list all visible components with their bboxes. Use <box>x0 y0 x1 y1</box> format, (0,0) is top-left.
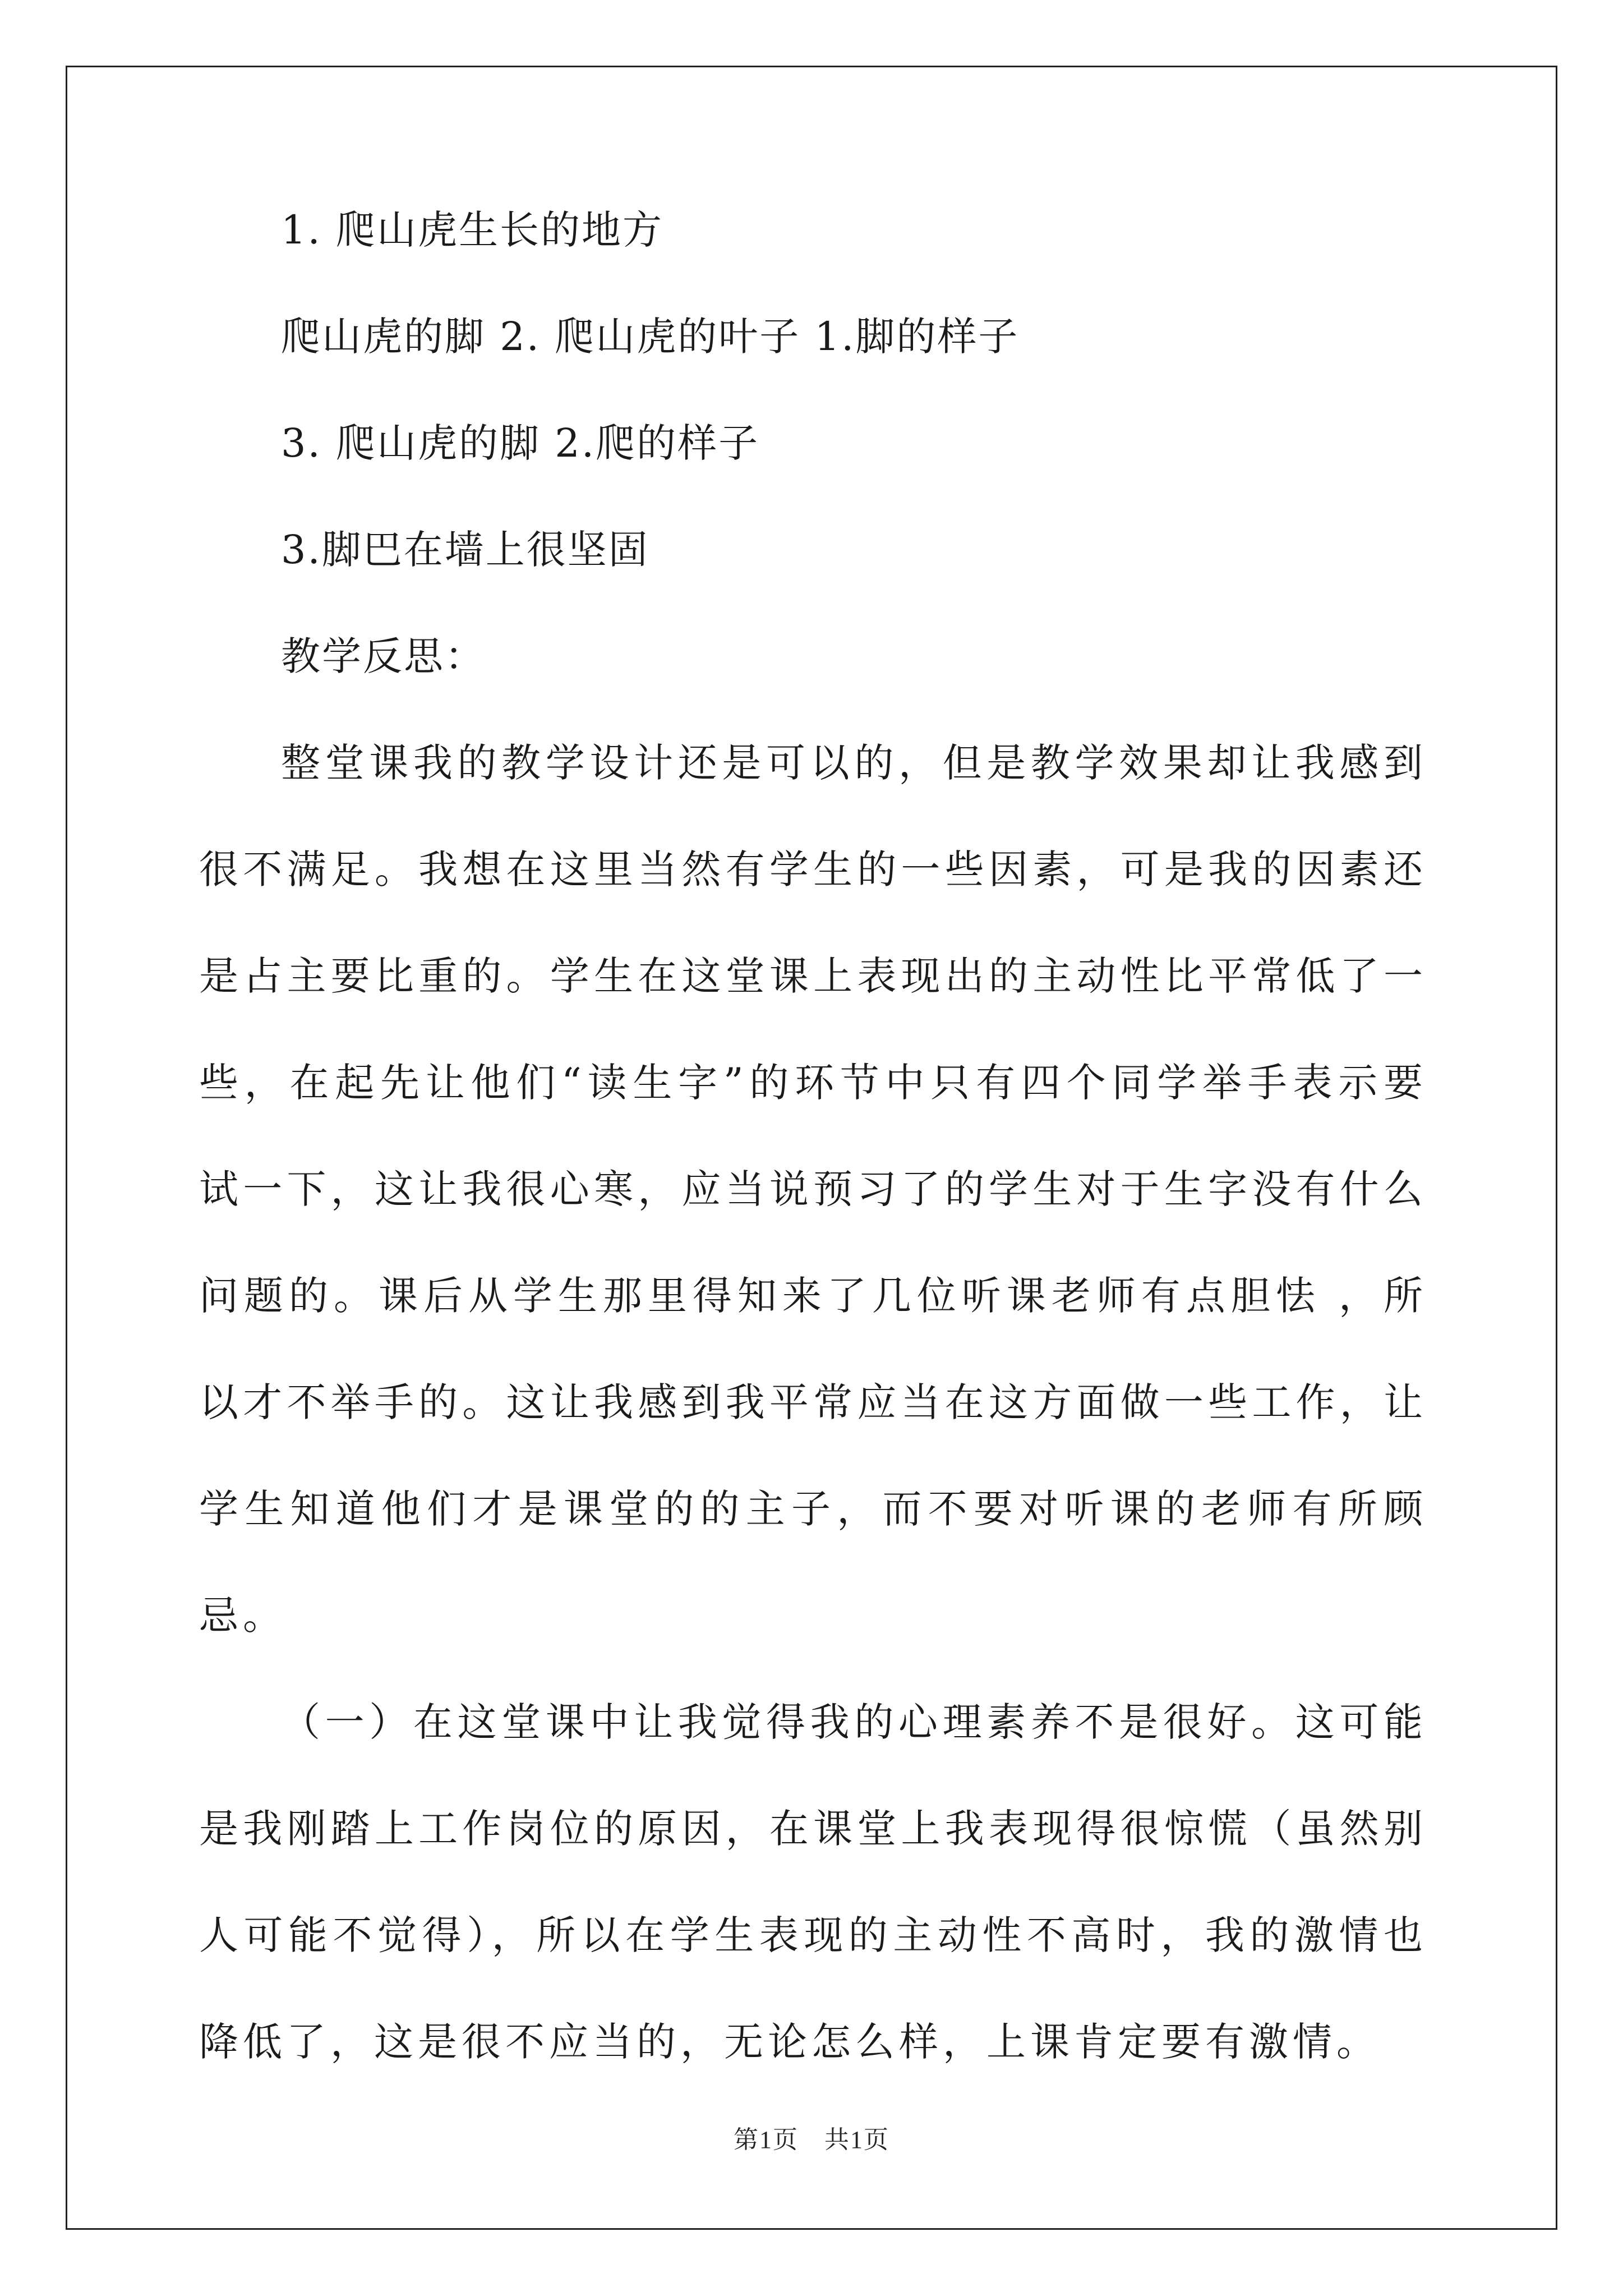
outline-line-1: 1. 爬山虎生长的地方 <box>281 207 664 253</box>
section-title: 教学反思： <box>281 633 486 679</box>
document-body <box>199 207 1427 2095</box>
paragraph-1: 整堂课我的教学设计还是可以的，但是教学效果却让我感到很不满足。我想在这里当然有学生的一些因素，可是我的因素还是占主要比重的。学生在这堂课上表现出的主动性比平常低了一些，在起先让他们“读生字”的环节中只有四个同学举手表示要试一下，这让我很心寒，应当说预习了的学生对于生字没有什么问题的。课后从学生那里得知来了几位听课老师有点胆怯 ，所以才不举手的。这让我感到我平常应当在这方面做一些工作，让学生知道他们才是课堂的的主子，而不要对听课的老师有所顾忌。 <box>199 740 1427 1639</box>
outline-line-2: 爬山虎的脚 2. 爬山虎的叶子 1.脚的样子 <box>281 314 1020 360</box>
page-number-footer: 第1页 共1页 <box>734 2126 889 2154</box>
outline-line-4: 3.脚巴在墙上很坚固 <box>281 527 649 573</box>
paragraph-2: （一）在这堂课中让我觉得我的心理素养不是很好。这可能是我刚踏上工作岗位的原因，在课堂上我表现得很惊慌（虽然别人可能不觉得），所以在学生表现的主动性不高时，我的激情也降低了，这是很不应当的，无论怎么样，上课肯定要有激情。 <box>199 1699 1427 2065</box>
outline-line-3: 3. 爬山虎的脚 2.爬的样子 <box>281 420 760 466</box>
